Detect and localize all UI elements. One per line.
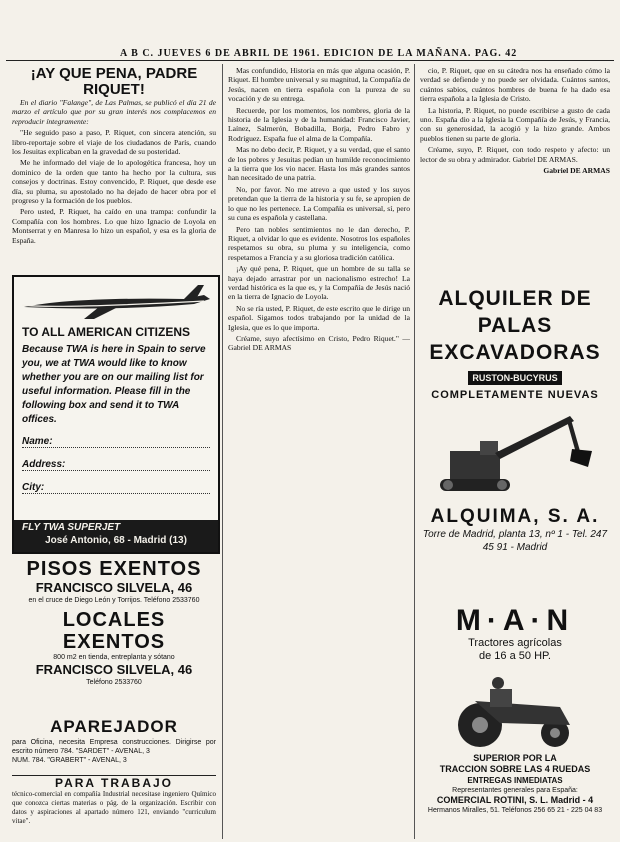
article-paragraph: Recuerde, por los momentos, los nombres, gloria de la historia de la Iglesia y de la humanidad: Francisco Javier, Laínez, Salmerón, Bobadilla, Borja, Pedro Fabro y Rodríguez. España fue el alma de la Compañía. <box>228 105 410 143</box>
alquima-address: Torre de Madrid, planta 13, nº 1 - Tel. 247 45 91 - Madrid <box>422 529 608 553</box>
man-line1: Tractores agrícolas <box>468 637 562 649</box>
airplane-illustration <box>14 277 218 323</box>
article-lead: En el diario "Falange", de Las Palmas, se publicó el día 21 de marzo el artículo que por su gran interés nos complacemos en reproducir íntegramente: <box>12 98 216 126</box>
twa-footer <box>14 520 218 552</box>
article-paragraph: Pero usted, P. Riquet, ha caído en una trampa: confundir la Compañía con los hombres. Lo que hizo Ignacio de Loyola en Montserrat y en Manresa lo hizo un español, y esa es la gloria de España. <box>12 207 216 245</box>
twa-address: José Antonio, 68 - Madrid (13) <box>45 535 187 546</box>
locales-line: 800 m2 en tienda, entreplanta y sótano <box>53 654 175 661</box>
twa-form <box>14 429 218 506</box>
article-paragraph: Me he informado del viaje de lo apologética francesa, hoy un dominico de la orden que tanto ha hecho por la cultura, sus consejos y doctrinas. Estoy convencido, P. Riquet, que desde ese día, su pluma, su apostolado no ha dejado de hacer obra por el progreso y la formación de los pueblos. <box>12 158 216 206</box>
article-paragraph: ¡Ay qué pena, P. Riquet, que un hombre de su talla se haya dejado arrastrar por un nacionalismo estrecho! La verdad histórica es la que es, y la Compañía de Jesús nació en la tierra de Ignacio de Loyola. <box>228 264 410 302</box>
alquiler-line2: PALAS <box>477 314 553 337</box>
brands-badge: RUSTON-BUCYRUS <box>468 371 561 385</box>
man-rep: Representantes generales para España: <box>452 787 578 794</box>
page-header: A B C. JUEVES 6 DE ABRIL DE 1961. EDICION DE LA MAÑANA. PAG. 42 <box>120 48 518 59</box>
man-line2: de 16 a 50 HP. <box>479 650 551 662</box>
column-divider <box>414 64 415 839</box>
twa-headline: TO ALL AMERICAN CITIZENS <box>22 325 190 339</box>
trabajo-ad <box>12 775 216 837</box>
article-paragraph: Créame, suyo, P. Riquet, con todo respeto y afecto: un lector de su obra y admirador. Gabriel DE ARMAS. <box>420 145 610 164</box>
article-paragraph: Créame, suyo afectísimo en Cristo, Pedro Riquet." — Gabriel DE ARMAS <box>228 333 410 353</box>
name-field[interactable]: Name : <box>22 433 210 448</box>
article-paragraph: No, por favor. No me atrevo a que usted y los suyos pretendan que la tierra de la historia y su fe, se apropien de lo que no les pertenece. La Compañía es universal, sí, pero su cuna es española y castellana. <box>228 184 410 223</box>
article-right-column <box>420 66 610 266</box>
article-title: ¡AY QUE PENA, PADRE RIQUET! <box>30 66 198 98</box>
article-signature: Gabriel DE ARMAS <box>543 166 610 176</box>
twa-slogan: FLY TWA SUPERJET <box>22 522 121 533</box>
article-middle-column <box>228 66 410 838</box>
aparejador-title: APAREJADOR <box>50 717 178 736</box>
column-divider <box>222 64 223 839</box>
article-paragraph: Mas confundido, Historia en más que alguna ocasión, P. Riquet. El hombre universal y su magnitud, la Compañía de Jesús, nacen en tierra española con la pureza de su vocación y de su entrega. <box>228 66 410 104</box>
article-left-column <box>12 66 216 266</box>
aparejador-ref: NUM. 784. "GRABERT" - AVENAL, 3 <box>12 757 127 764</box>
article-paragraph: La historia, P. Riquet, no puede escribirse a gusto de cada uno. España dio a la Iglesia la Compañía de Jesús, y Francia, con su generosidad, la acogió y la hizo grande. Ambos pueblos tienen su parte de gloria. <box>420 105 610 143</box>
pisos-exentos-ad <box>12 558 216 712</box>
alquiler-line3: EXCAVADORAS <box>429 341 601 364</box>
trabajo-title: PARA TRABAJO <box>12 775 216 790</box>
excavator-illustration <box>420 401 610 506</box>
aparejador-text: para Oficina, necesita Empresa construcciones. Dirigirse por escrito número 784. "SARDET" - AVENAL, 3 <box>12 739 216 755</box>
locales-title: LOCALES EXENTOS <box>62 609 166 653</box>
header-rule <box>6 60 614 61</box>
trabajo-text: técnico-comercial en compañía Industrial necesitase ingeniero Químico que conozca ciertas materias o pág. de la organización. Escribir con datos y aspiraciones al apartado número 121, enviando "curriculum vitae". <box>12 790 216 825</box>
address-field[interactable]: Address : <box>22 456 210 471</box>
aparejador-ad <box>12 716 216 764</box>
man-logo: M·A·N <box>455 604 575 637</box>
locales-phone: Teléfono 2533760 <box>86 679 142 686</box>
twa-ad <box>12 275 220 554</box>
man-tag3: ENTREGAS INMEDIATAS <box>467 776 563 785</box>
pisos-line: en el cruce de Diego León y Torrijos. Teléfono 2533760 <box>28 597 200 604</box>
pisos-title: PISOS EXENTOS <box>26 558 202 580</box>
alquiler-line1: ALQUILER DE <box>438 287 592 310</box>
article-paragraph: cio, P. Riquet, que en su cátedra nos ha enseñado cómo la verdad se defiende y no puede ser olvidada. Cuántos santos, cuántos sabios, cuántos hombres de buena fe ha dado esa tierra española a la Iglesia de Cristo. <box>420 66 610 104</box>
locales-address: FRANCISCO SILVELA, 46 <box>35 662 193 677</box>
man-ad <box>420 605 610 840</box>
man-tag2: TRACCION SOBRE LAS 4 RUEDAS <box>439 764 591 774</box>
article-paragraph: "He seguido paso a paso, P. Riquet, con sincera atención, su libro-reportaje sobre el viaje de los ciudadanos de París, cuando los Jesuitas explicaban en la gravedad de su posteridad. <box>12 128 216 157</box>
alquiler-tag: COMPLETAMENTE NUEVAS <box>431 389 599 401</box>
pisos-address: FRANCISCO SILVELA, 46 <box>35 580 193 595</box>
alquiler-ad <box>420 285 610 590</box>
twa-body: Because TWA is here in Spain to serve you, we at TWA would like to know whether you are on our mailing list for useful information. Please fill in the following box and send it to TWA offices. <box>22 344 206 425</box>
city-field[interactable]: City : <box>22 479 210 494</box>
man-tag1: SUPERIOR POR LA <box>473 753 557 763</box>
tractor-illustration <box>420 663 610 753</box>
man-address: Hermanos Miralles, 51. Teléfonos 256 65 21 - 225 04 83 <box>427 807 603 814</box>
alquima-name: ALQUIMA, S. A. <box>430 506 600 527</box>
article-paragraph: No se ría usted, P. Riquet, de este escrito que le dirige un español. Sigamos todos trabajando por la unidad de la Iglesia, que es lo que importa. <box>228 303 410 332</box>
man-company: COMERCIAL ROTINI, S. L. Madrid - 4 <box>436 795 594 805</box>
article-paragraph: Mas no debo decir, P. Riquet, y a su verdad, que el santo de los pobres y Jesuitas pedían un humilde reconocimiento a la tierra que los vio nacer. Hasta los más grandes santos han necesitado de una patria. <box>228 145 410 183</box>
article-paragraph: Pero tan nobles sentimientos no le dan derecho, P. Riquet, a olvidar lo que es evidente. Nosotros los españoles respetamos su obra, su pluma y su inteligencia, como respetamos a Francia y a su gloriosa tradición católica. <box>228 224 410 262</box>
